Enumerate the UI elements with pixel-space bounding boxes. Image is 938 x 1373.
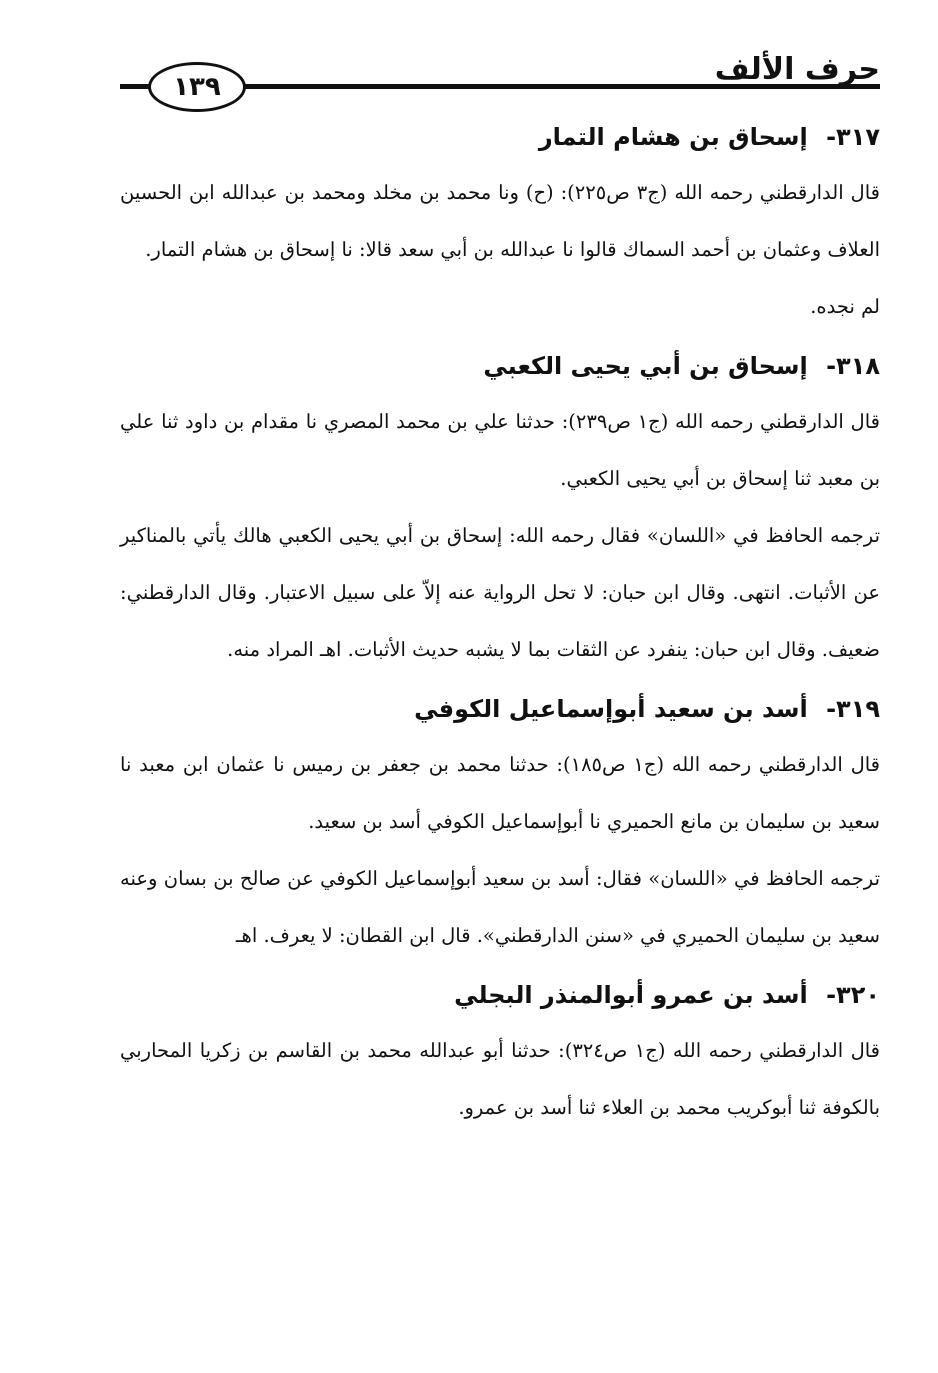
entry-title: أسد بن عمرو أبوالمنذر البجلي [454,981,808,1009]
entry-number: ٣١٩- [826,695,880,723]
page-number: ١٣٩ [148,62,246,112]
entry-paragraph: قال الدارقطني رحمه الله (ج١ ص٢٣٩): حدثنا علي بن محمد المصري نا مقدام بن داود ثنا علي بن معبد ثنا إسحاق بن أبي يحيى الكعبي. [120,410,880,490]
chapter-title: حرف الألف [714,52,880,87]
entry-paragraph: قال الدارقطني رحمه الله (ج١ ص٣٢٤): حدثنا أبو عبدالله محمد بن القاسم بن زكريا المحاربي بالكوفة ثنا أبوكريب محمد بن العلاء ثنا أسد بن عمرو. [120,1039,881,1119]
entry-heading [120,116,880,158]
entry-title: أسد بن سعيد أبوإسماعيل الكوفي [414,695,808,723]
entry-heading [120,688,880,730]
entry-title: إسحاق بن هشام التمار [538,123,808,151]
entry [120,116,880,335]
entry-heading [120,345,880,387]
entry-heading [120,974,880,1016]
entry-number: ٣٢٠- [826,981,880,1009]
entries-list [120,116,880,1146]
entry-paragraph: لم نجده. [810,295,880,318]
header-rule-left [120,84,150,89]
entry-paragraph: قال الدارقطني رحمه الله (ج١ ص١٨٥): حدثنا محمد بن جعفر بن رميس نا عثمان ابن معبد نا سعيد بن سليمان بن مانع الحميري نا أبوإسماعيل الكوفي أسد بن سعيد. [120,753,880,833]
entry [120,974,880,1136]
page-header [120,50,880,110]
entry-title: إسحاق بن أبي يحيى الكعبي [483,352,808,380]
entry-paragraph: ترجمه الحافظ في «اللسان» فقال: أسد بن سعيد أبوإسماعيل الكوفي عن صالح بن بسان وعنه سعيد بن سليمان الحميري في «سنن الدارقطني». قال ابن القطان: لا يعرف. اهـ [120,867,880,947]
entry-number: ٣١٧- [826,123,880,151]
entry [120,688,880,964]
entry-number: ٣١٨- [826,352,880,380]
entry [120,345,880,678]
entry-paragraph: ترجمه الحافظ في «اللسان» فقال رحمه الله: إسحاق بن أبي يحيى الكعبي هالك يأتي بالمناكير عن الأثبات. انتهى. وقال ابن حبان: لا تحل الرواية عنه إلاّ على سبيل الاعتبار. وقال الدارقطني: ضعيف. وقال ابن حبان: ينفرد عن الثقات بما لا يشبه حديث الأثبات. اهـ المراد منه. [120,524,880,661]
entry-paragraph: قال الدارقطني رحمه الله (ج٣ ص٢٢٥): (ح) ونا محمد بن مخلد ومحمد بن عبدالله ابن الحسين العلاف وعثمان بن أحمد السماك قالوا نا عبدالله بن أبي سعد قالا: نا إسحاق بن هشام التمار. [120,181,880,261]
